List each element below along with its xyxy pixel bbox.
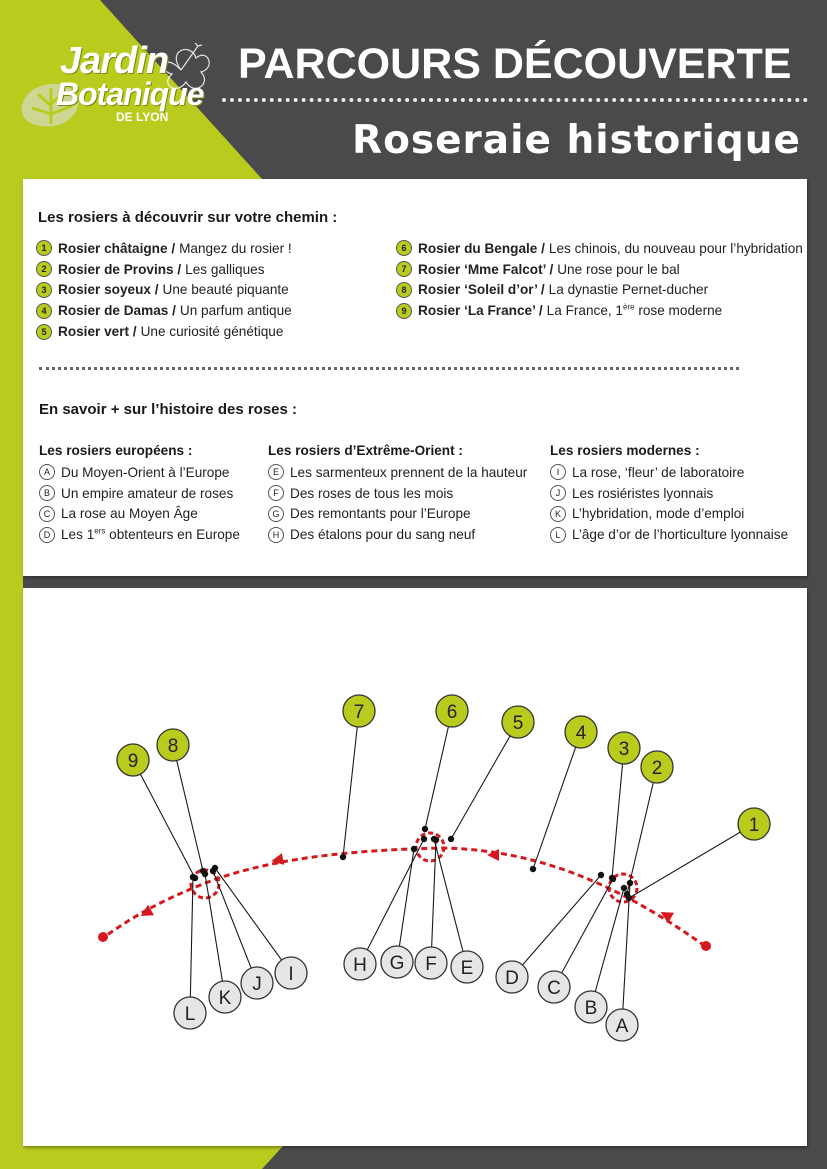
letter-marker-I: [275, 957, 307, 989]
history-item: [268, 524, 527, 545]
stop-item: [36, 259, 292, 280]
letter-marker-C: [538, 971, 570, 1003]
walking-route: [98, 833, 711, 951]
letter-badge: A: [39, 464, 55, 480]
stop-name: Rosier ‘Soleil d’or’ /: [418, 282, 545, 298]
anchor-dot: [598, 872, 604, 878]
stop-marker-3: [608, 732, 640, 764]
map-drawing: [23, 588, 807, 1146]
stop-name: Rosier soyeux /: [58, 282, 159, 298]
letter-marker-D: [496, 961, 528, 993]
anchor-dot: [448, 836, 454, 842]
letter-marker-G: [381, 946, 413, 978]
history-column-title: Les rosiers européens :: [39, 443, 193, 458]
page-title: PARCOURS DÉCOUVERTE: [238, 40, 792, 88]
rose-garden-map: [23, 588, 807, 1146]
history-item: [550, 524, 788, 545]
history-item: [550, 504, 788, 525]
marker-label: 5: [512, 713, 524, 734]
marker-label: 4: [575, 723, 587, 744]
letter-marker-E: [451, 951, 483, 983]
stop-name: Rosier châtaigne /: [58, 240, 176, 256]
history-item: [39, 524, 240, 545]
stop-marker-4: [565, 716, 597, 748]
stop-number-badge: 6: [396, 240, 412, 256]
leader-line: [173, 745, 203, 871]
letter-badge: K: [550, 506, 566, 522]
stop-item: [36, 300, 292, 321]
leader-line: [343, 711, 359, 857]
leader-line: [629, 824, 754, 898]
marker-label: L: [184, 1004, 196, 1025]
anchor-dot: [210, 868, 216, 874]
marker-label: H: [353, 955, 367, 976]
anchor-dot: [202, 871, 208, 877]
logo-jardin-text: Jardin: [60, 40, 169, 82]
letter-marker-F: [415, 947, 447, 979]
stops-list-right: [396, 238, 803, 321]
stop-description: Les chinois, du nouveau pour l’hybridation: [548, 240, 803, 256]
anchor-dot: [433, 837, 439, 843]
leader-line: [360, 839, 424, 964]
legend-card: [23, 179, 807, 576]
anchor-dot: [627, 880, 633, 886]
history-item: [268, 483, 527, 504]
stop-number-badge: 2: [36, 261, 52, 277]
marker-label: G: [389, 953, 405, 974]
stop-description: Une beauté piquante: [162, 282, 289, 298]
history-item-text: Des roses de tous les mois: [290, 485, 454, 501]
history-item-text: L’âge d’or de l’horticulture lyonnaise: [572, 527, 789, 543]
stop-number-badge: 1: [36, 240, 52, 256]
stop-item: [36, 280, 292, 301]
history-item-text: L’hybridation, mode d’emploi: [572, 506, 745, 522]
history-item-text: La rose, ‘fleur’ de laboratoire: [572, 464, 745, 480]
anchor-dot: [411, 846, 417, 852]
history-item: [550, 483, 788, 504]
anchor-dot: [530, 866, 536, 872]
stop-description: Une curiosité génétique: [140, 324, 284, 340]
leader-line: [133, 760, 195, 878]
history-item: [39, 462, 240, 483]
history-item-text: Les rosiéristes lyonnais: [572, 485, 714, 501]
stop-marker-2: [641, 751, 673, 783]
letter-badge: G: [268, 506, 284, 522]
leader-line: [591, 888, 624, 1007]
history-item: [39, 504, 240, 525]
marker-label: D: [505, 968, 519, 989]
stop-marker-8: [157, 729, 189, 761]
marker-label: 1: [748, 815, 760, 836]
letter-badge: L: [550, 527, 566, 543]
letter-badge: J: [550, 485, 566, 501]
history-column-title: Les rosiers modernes :: [550, 443, 700, 458]
marker-label: A: [615, 1016, 629, 1037]
stop-item: [396, 259, 803, 280]
stop-name: Rosier ‘Mme Falcot’ /: [418, 261, 554, 277]
stops-list-left: [36, 238, 292, 342]
stop-number-badge: 8: [396, 282, 412, 298]
route-path: [103, 848, 705, 946]
stop-item: [396, 300, 803, 321]
history-column-modern: [550, 443, 788, 545]
marker-label: 6: [446, 702, 458, 723]
marker-label: K: [218, 988, 232, 1009]
history-heading: En savoir + sur l’histoire des roses :: [39, 401, 298, 418]
jardin-botanique-logo: [18, 40, 218, 140]
marker-label: J: [252, 974, 262, 995]
history-item-text: Du Moyen-Orient à l’Europe: [61, 464, 230, 480]
leader-line: [190, 877, 193, 1013]
history-item: [550, 462, 788, 483]
leader-line: [622, 883, 630, 1025]
letter-marker-B: [575, 991, 607, 1023]
marker-label: I: [288, 964, 294, 985]
leader-line: [627, 767, 657, 894]
stop-name: Rosier de Provins /: [58, 261, 182, 277]
route-start-dot: [701, 941, 711, 951]
letter-badge: C: [39, 506, 55, 522]
anchor-dot: [422, 826, 428, 832]
history-item: [268, 504, 527, 525]
section-dotted-divider: [39, 367, 739, 370]
letter-badge: I: [550, 464, 566, 480]
stop-name: Rosier vert /: [58, 324, 137, 340]
route-arrow-icon: [270, 853, 284, 867]
letter-marker-L: [174, 997, 206, 1029]
stop-marker-6: [436, 695, 468, 727]
letter-badge: H: [268, 527, 284, 543]
marker-label: 7: [353, 702, 365, 723]
leader-line: [431, 840, 436, 963]
stops-heading: Les rosiers à découvrir sur votre chemin :: [38, 209, 338, 226]
leader-line: [451, 722, 518, 839]
route-end-dot: [98, 932, 108, 942]
history-column-european: [39, 443, 240, 545]
letter-badge: D: [39, 527, 55, 543]
anchor-dot: [190, 874, 196, 880]
leader-line: [397, 849, 414, 962]
stop-number-badge: 4: [36, 303, 52, 319]
letter-badge: F: [268, 485, 284, 501]
logo-lyon-text: DE LYON: [116, 110, 169, 124]
history-item: [39, 483, 240, 504]
history-item-text: Un empire amateur de roses: [61, 485, 234, 501]
anchor-dot: [610, 876, 616, 882]
logo-botanique-text: Botanique: [56, 76, 204, 112]
stop-item: [36, 321, 292, 342]
history-column-far-east: [268, 443, 527, 545]
stop-name: Rosier de Damas /: [58, 303, 176, 319]
stop-description: Un parfum antique: [179, 303, 292, 319]
history-item-text: Des étalons pour du sang neuf: [290, 527, 476, 543]
leader-line: [434, 839, 467, 967]
letter-badge: E: [268, 464, 284, 480]
stop-description: La dynastie Pernet-ducher: [548, 282, 709, 298]
stop-number-badge: 7: [396, 261, 412, 277]
anchor-dot: [621, 885, 627, 891]
stop-item: [396, 238, 803, 259]
stop-marker-9: [117, 744, 149, 776]
letter-badge: B: [39, 485, 55, 501]
marker-label: F: [425, 954, 437, 975]
letter-marker-A: [606, 1009, 638, 1041]
history-item: [268, 462, 527, 483]
letter-marker-J: [241, 967, 273, 999]
stop-description: Les galliques: [185, 261, 265, 277]
stop-number-badge: 5: [36, 324, 52, 340]
leader-line: [612, 748, 624, 878]
stop-description: Une rose pour le bal: [557, 261, 680, 277]
stop-number-badge: 9: [396, 303, 412, 319]
leader-line: [215, 868, 291, 973]
stop-name: Rosier du Bengale /: [418, 240, 545, 256]
stop-marker-1: [738, 808, 770, 840]
marker-label: C: [547, 978, 561, 999]
anchor-dot: [421, 836, 427, 842]
stop-name: Rosier ‘La France’ /: [418, 303, 543, 319]
stop-item: [36, 238, 292, 259]
stop-description: Mangez du rosier !: [179, 240, 292, 256]
marker-label: B: [584, 998, 598, 1019]
stop-marker-7: [343, 695, 375, 727]
leader-line: [425, 711, 452, 829]
header-dotted-divider: [222, 98, 808, 102]
anchor-dot: [340, 854, 346, 860]
marker-label: 2: [651, 758, 663, 779]
marker-label: 3: [618, 739, 630, 760]
marker-label: 8: [167, 736, 179, 757]
stop-marker-5: [502, 706, 534, 738]
letter-marker-H: [344, 948, 376, 980]
leader-line: [533, 732, 581, 869]
marker-label: 9: [127, 751, 139, 772]
page-subtitle: Roseraie historique: [352, 118, 801, 163]
history-item-text: Les sarmenteux prennent de la hauteur: [290, 464, 528, 480]
history-item-text: Des remontants pour l’Europe: [290, 506, 471, 522]
stop-item: [396, 280, 803, 301]
marker-label: E: [460, 958, 474, 979]
letter-marker-K: [209, 981, 241, 1013]
history-column-title: Les rosiers d’Extrême-Orient :: [268, 443, 463, 458]
history-item-text: La rose au Moyen Âge: [61, 506, 198, 522]
stop-description: La France, 1ère rose moderne: [546, 302, 723, 319]
history-item-text: Les 1ers obtenteurs en Europe: [61, 526, 240, 543]
stop-number-badge: 3: [36, 282, 52, 298]
